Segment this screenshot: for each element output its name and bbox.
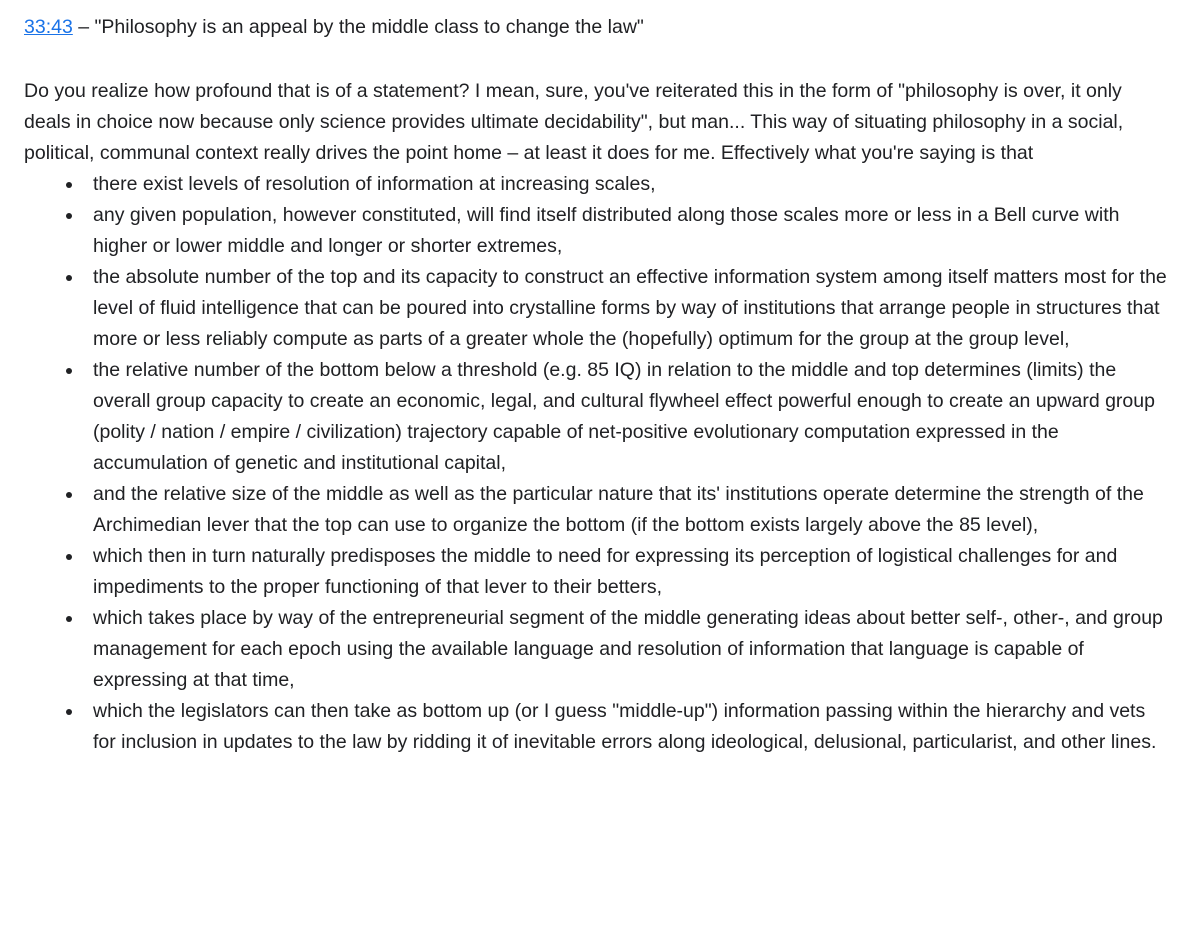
bullet-item: the relative number of the bottom below a threshold (e.g. 85 IQ) in relation to the middle and top determines (limits) the overall group capacity to create an economic, legal, and cultural flywheel effect powerful enough to create an upward group (polity / nation / empire / civilization) trajectory capable of net-positive evolutionary computation expressed in the accumulation of genetic and institutional capital, (93, 355, 1170, 479)
bullet-item: the absolute number of the top and its capacity to construct an effective information system among itself matters most for the level of fluid intelligence that can be poured into crystalline forms by way of institutions that arrange people in structures that more or less reliably compute as parts of a greater whole the (hopefully) optimum for the group at the group level, (93, 262, 1170, 355)
bullet-item: there exist levels of resolution of information at increasing scales, (93, 169, 1170, 200)
argument-list (24, 169, 1170, 758)
bullet-item: and the relative size of the middle as well as the particular nature that its' institutions operate determine the strength of the Archimedian lever that the top can use to organize the bottom (if the bottom exists largely above the 85 level), (93, 479, 1170, 541)
headline (24, 12, 1170, 43)
bullet-item: which takes place by way of the entrepreneurial segment of the middle generating ideas about better self-, other-, and group management for each epoch using the available language and resolution of information that language is capable of expressing at that time, (93, 603, 1170, 696)
timestamp-link[interactable]: 33:43 (24, 16, 73, 38)
commentary-paragraph: Do you realize how profound that is of a statement? I mean, sure, you've reiterated this in the form of "philosophy is over, it only deals in choice now because only science provides ultimate decidability", but man... This way of situating philosophy in a social, political, communal context really drives the point home – at least it does for me. Effectively what you're saying is that (24, 80, 1124, 164)
bullet-item: which the legislators can then take as bottom up (or I guess "middle-up") information passing within the hierarchy and vets for inclusion in updates to the law by ridding it of inevitable errors along ideological, delusional, particularist, and other lines. (93, 696, 1170, 758)
quote-text: – "Philosophy is an appeal by the middle class to change the law" (78, 16, 644, 38)
bullet-item: any given population, however constituted, will find itself distributed along those scales more or less in a Bell curve with higher or lower middle and longer or shorter extremes, (93, 200, 1170, 262)
bullet-item: which then in turn naturally predisposes the middle to need for expressing its perception of logistical challenges for and impediments to the proper functioning of that lever to their betters, (93, 541, 1170, 603)
